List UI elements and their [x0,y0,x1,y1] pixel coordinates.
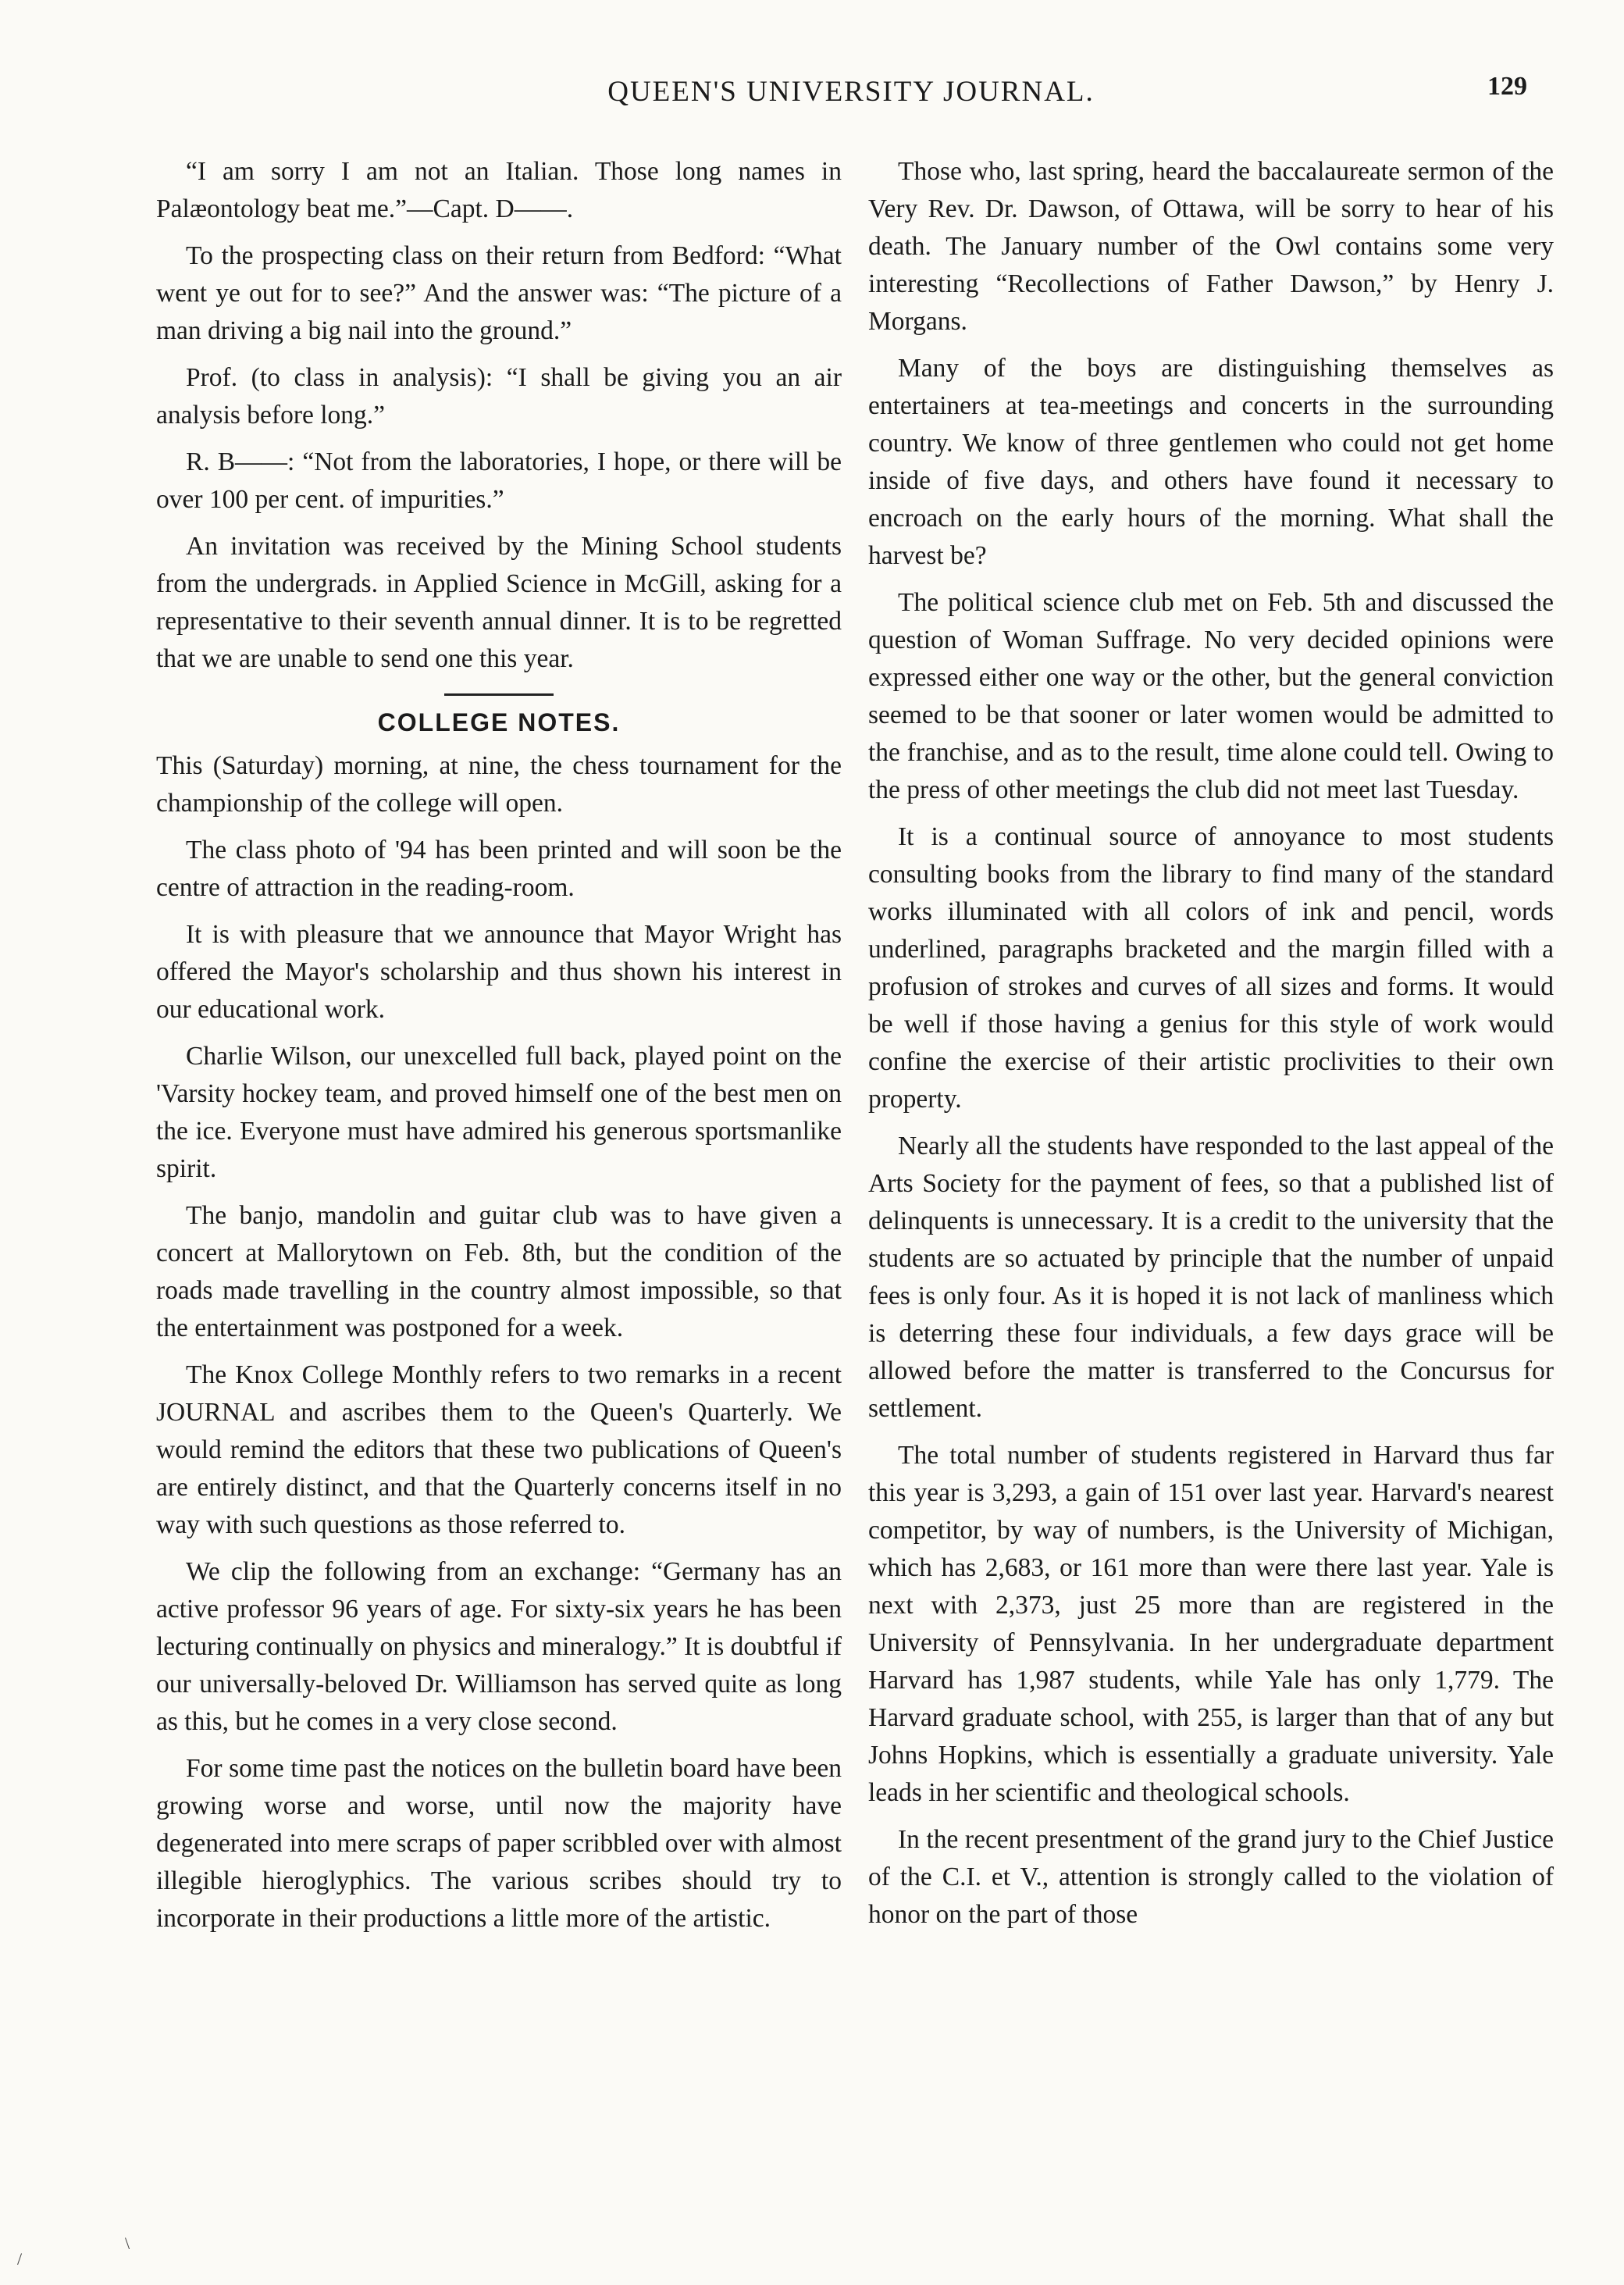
paragraph: We clip the following from an exchange: “Germany has an active professor 96 years of age. For sixty-six years he has been lecturing continually on physics and mineralogy.” It is doubtful if our universally-beloved Dr. Williamson has served quite as long as this, but he comes in a very close second. [156,1557,842,1736]
paragraph: It is with pleasure that we announce that Mayor Wright has offered the Mayor's scholarship and thus shown his interest in our educational work. [156,920,842,1024]
paragraph: This (Saturday) morning, at nine, the chess tournament for the championship of the college will open. [156,751,842,818]
running-header-title: QUEEN'S UNIVERSITY JOURNAL. [607,76,1095,108]
paragraph: The total number of students registered in Harvard thus far this year is 3,293, a gain of 151 over last year. Harvard's nearest competitor, by way of numbers, is the University of Michigan, which has 2,683, or 161 more than were there last year. Yale is next with 2,373, just 25 more than are registered in the University of Pennsylvania. In her undergraduate department Harvard has 1,987 students, while Yale has only 1,779. The Harvard graduate school, with 255, is larger than that of any but Johns Hopkins, which is essentially a graduate university. Yale leads in her scientific and theological schools. [868,1441,1554,1807]
paragraph: Prof. (to class in analysis): “I shall be giving you an air analysis before long.” [156,363,842,430]
section-divider [444,693,554,696]
scan-mark: \ [125,2233,130,2253]
paragraph: Nearly all the students have responded to the last appeal of the Arts Society for the payment of fees, so that a published list of delinquents is unnecessary. It is a credit to the university that the students are so actuated by principle that the number of unpaid fees is only four. As it is hoped it is not lack of manliness which is deterring these four individuals, a few days grace will be allowed before the matter is transferred to the Concursus for settlement. [868,1132,1554,1423]
page-number: 129 [1487,72,1527,101]
paragraph: For some time past the notices on the bulletin board have been growing worse and worse, until now the majority have degenerated into mere scraps of paper scribbled over with almost illegible hieroglyphics. The various scribes should try to incorporate in their productions a little more of the artistic. [156,1754,842,1933]
paragraph: Many of the boys are distinguishing themselves as entertainers at tea-meetings and concerts in the surrounding country. We know of three gentlemen who could not get home inside of five days, and others have found it necessary to encroach on the early hours of the morning. What shall the harvest be? [868,354,1554,570]
paragraph: The political science club met on Feb. 5th and discussed the question of Woman Suffrage. No very decided opinions were expressed either one way or the other, but the general conviction seemed to be that sooner or later women would be admitted to the franchise, and as to the result, time alone could tell. Owing to the press of other meetings the club did not meet last Tuesday. [868,588,1554,804]
paragraph: Charlie Wilson, our unexcelled full back, played point on the 'Varsity hockey team, and proved himself one of the best men on the ice. Everyone must have admired his generous sportsmanlike spirit. [156,1042,842,1183]
paragraph: Those who, last spring, heard the baccalaureate sermon of the Very Rev. Dr. Dawson, of Ottawa, will be sorry to hear of his death. The January number of the Owl contains some very interesting “Recollections of Father Dawson,” by Henry J. Morgans. [868,157,1554,336]
right-column [868,153,1554,1943]
section-heading: COLLEGE NOTES. [377,708,621,736]
paragraph: R. B——: “Not from the laboratories, I hope, or there will be over 100 per cent. of impurities.” [156,447,842,514]
left-column [156,153,842,1947]
paragraph: “I am sorry I am not an Italian. Those long names in Palæontology beat me.”—Capt. D——. [156,157,842,223]
paragraph: It is a continual source of annoyance to most students consulting books from the library to find many of the standard works illuminated with all colors of ink and pencil, words underlined, paragraphs bracketed and the margin filled with a profusion of strokes and curves of all sizes and forms. It would be well if those having a genius for this style of work would confine the exercise of their artistic proclivities to their own property. [868,822,1554,1114]
paragraph: An invitation was received by the Mining School students from the undergrads. in Applied Science in McGill, asking for a representative to their seventh annual dinner. It is to be regretted that we are unable to send one this year. [156,532,842,673]
paragraph: The Knox College Monthly refers to two remarks in a recent JOURNAL and ascribes them to the Queen's Quarterly. We would remind the editors that these two publications of Queen's are entirely distinct, and that the Quarterly concerns itself in no way with such questions as those referred to. [156,1360,842,1539]
paragraph: To the prospecting class on their return from Bedford: “What went ye out for to see?” And the answer was: “The picture of a man driving a big nail into the ground.” [156,241,842,345]
paragraph: In the recent presentment of the grand jury to the Chief Justice of the C.I. et V., attention is strongly called to the violation of honor on the part of those [868,1825,1554,1929]
scan-mark: / [17,2249,23,2269]
paragraph: The banjo, mandolin and guitar club was to have given a concert at Mallorytown on Feb. 8th, but the condition of the roads made travelling in the country almost impossible, so that the entertainment was postponed for a week. [156,1201,842,1342]
paragraph: The class photo of '94 has been printed and will soon be the centre of attraction in the reading-room. [156,836,842,902]
